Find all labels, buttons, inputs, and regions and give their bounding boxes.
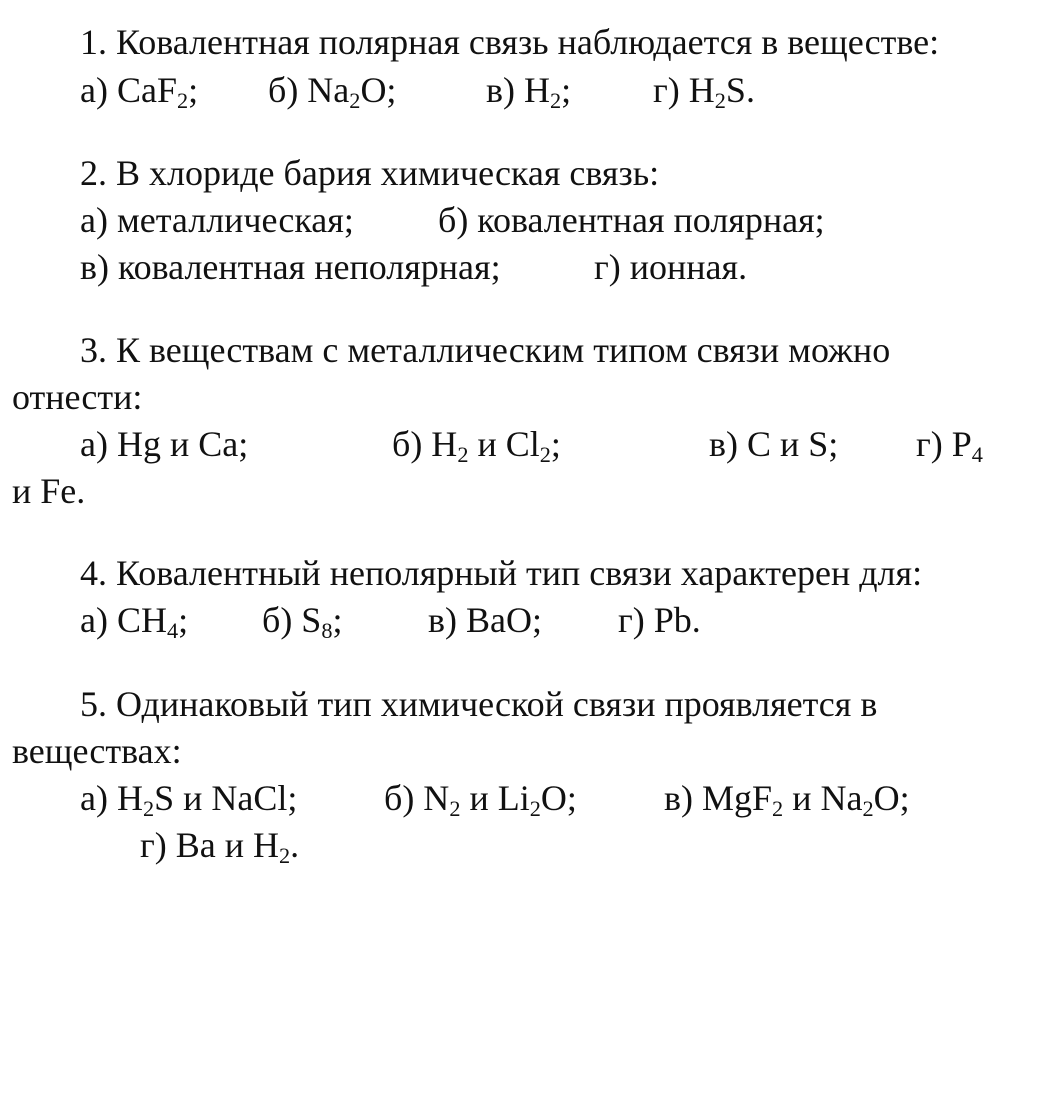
question-5-continuation: веществах: [12, 731, 182, 771]
q3-option-a: а) Hg и Ca; [80, 424, 249, 464]
question-5-heading: 5. Одинаковый тип химической связи проявляется в [80, 684, 878, 724]
question-4-heading: 4. Ковалентный неполярный тип связи характерен для: [80, 553, 923, 593]
q5-option-b: б) $N_2$ и $Li_2O$; [384, 778, 577, 822]
q5-option-a: а) $H_2S$ и NaCl; [80, 778, 298, 822]
q3-option-v: в) C и S; [709, 424, 839, 464]
q4-option-b: б) $S_8$; [262, 600, 343, 644]
q1-option-a: а) CaF$_2$; [80, 70, 199, 114]
q2-option-b: б) ковалентная полярная; [438, 200, 825, 240]
q1-option-b: б) $Na_2O$; [268, 70, 397, 114]
q2-option-v: в) ковалентная неполярная; [80, 247, 501, 287]
q5-option-v: в) MgF$_2$ и $Na_2O$; [664, 778, 910, 822]
q4-option-a: а) $CH_4$; [80, 600, 189, 644]
q3-option-g-tail: и Fe. [12, 471, 86, 511]
q1-option-g: г) $H_2S$. [653, 70, 755, 114]
q2-option-g: г) ионная. [594, 247, 748, 287]
q5-option-g: г) Ba и $H_2$. [140, 825, 300, 869]
q3-option-g: г) $P_4$ [916, 424, 983, 468]
question-1-heading: 1. Ковалентная полярная связь наблюдается в веществе: [80, 22, 940, 62]
q3-option-b: б) $H_2$ и $Cl_2$; [392, 424, 561, 468]
q2-option-a: а) металлическая; [80, 200, 354, 240]
question-3-continuation: отнести: [12, 377, 143, 417]
q4-option-g: г) Pb. [618, 600, 701, 640]
question-3-heading: 3. К веществам с металлическим типом связи можно [80, 330, 891, 370]
q1-option-v: в) $H_2$; [486, 70, 572, 114]
question-2-heading: 2. В хлориде бария химическая связь: [80, 153, 660, 193]
q4-option-v: в) BaO; [428, 600, 542, 640]
